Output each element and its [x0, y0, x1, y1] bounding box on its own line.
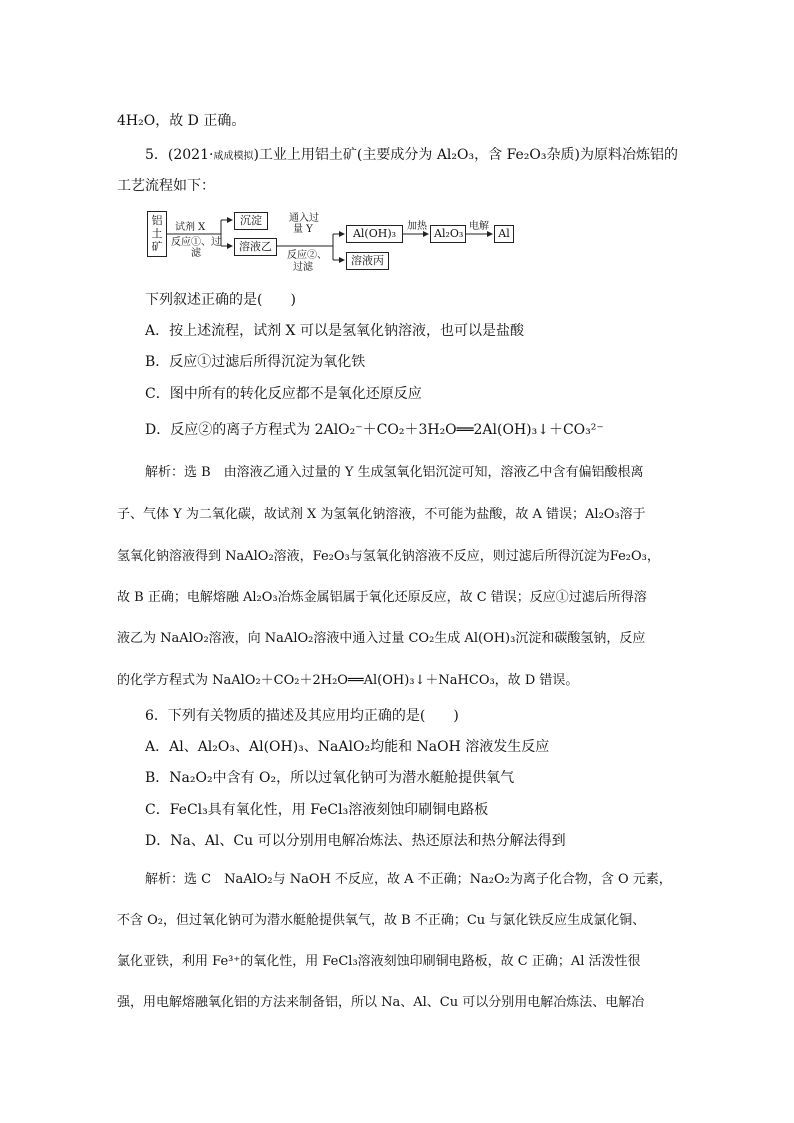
answer-6-line: 氯化亚铁，利用 Fe³⁺的氧化性，用 FeCl₃溶液刻蚀印刷铜电路板，故 C 正确；Al 活泼性很 — [117, 954, 641, 969]
source-label: 咸成模拟 — [213, 151, 254, 162]
option-a: A．Al、Al₂O₃、Al(OH)₃、NaAlO₂均能和 NaOH 溶液发生反应 — [145, 739, 550, 755]
option-c: C．FeCl₃具有氧化性，用 FeCl₃溶液刻蚀印刷铜电路板 — [145, 802, 489, 818]
option-b: B．Na₂O₂中含有 O₂，所以过氧化钠可为潜水艇舱提供氧气 — [145, 770, 515, 786]
aluminum-box: Al — [494, 225, 514, 243]
question-5-header — [145, 146, 678, 166]
option-c: C．图中所有的转化反应都不是氧化还原反应 — [145, 386, 422, 402]
option-b: B．反应①过滤后所得沉淀为氧化铁 — [145, 354, 366, 370]
answer-5-line: 解析：选 B 由溶液乙通入过量的 Y 生成氢氧化铝沉淀可知，溶液乙中含有偏铝酸根离 — [145, 465, 644, 480]
answer-5-line: 子、气体 Y 为二氧化碳，故试剂 X 为氢氧化钠溶液，不可能为盐酸，故 A 错误；Al₂O₃溶于 — [117, 507, 646, 522]
reaction-2-label-1: 反应②、 — [287, 250, 327, 261]
option-d: D．反应②的离子方程式为 2AlO₂⁻＋CO₂＋3H₂O══2Al(OH)₃↓＋CO₃²⁻ — [145, 422, 604, 438]
answer-5-line: 的化学方程式为 NaAlO₂＋CO₂＋2H₂O══Al(OH)₃↓＋NaHCO₃，故 D 错误。 — [117, 673, 579, 688]
reaction-2-label-2: 过滤 — [293, 262, 313, 273]
aluminum-hydroxide-box: Al(OH)₃ — [346, 225, 403, 243]
answer-6-line: 解析：选 C NaAlO₂与 NaOH 不反应，故 A 不正确；Na₂O₂为离子化合物，含 O 元素， — [145, 872, 672, 887]
precipitate-box: 沉淀 — [234, 212, 268, 230]
answer-5-line: 液乙为 NaAlO₂溶液，向 NaAlO₂溶液中通入过量 CO₂生成 Al(OH)₃沉淀和碳酸氢钠，反应 — [117, 631, 646, 646]
solution-c-box: 溶液丙 — [346, 252, 389, 270]
text-line: 4H₂O，故 D 正确。 — [117, 113, 246, 129]
answer-5-line: 氢氧化钠溶液得到 NaAlO₂溶液，Fe₂O₃与氢氧化钠溶液不反应，则过滤后所得沉淀为Fe₂O₃， — [117, 549, 660, 564]
answer-6-line: 不含 O₂，但过氧化钠可为潜水艇舱提供氧气，故 B 不正确；Cu 与氯化铁反应生成氯化铜、 — [117, 913, 646, 928]
question-5-prefix: 5．(2021· — [145, 147, 214, 163]
heat-label: 加热 — [407, 221, 427, 232]
bauxite-box: 铝土矿 — [147, 211, 167, 257]
alumina-box: Al₂O₃ — [430, 225, 466, 243]
process-flow-diagram — [145, 210, 510, 278]
pass-y-label-1: 通入过 — [289, 213, 319, 224]
reaction-1-label: 反应①、过滤 — [171, 237, 221, 259]
pass-y-label-2: 量 Y — [293, 224, 313, 235]
question-5-stem: 下列叙述正确的是( ) — [145, 292, 296, 308]
option-d: D．Na、Al、Cu 可以分别用电解冶炼法、热还原法和热分解法得到 — [145, 833, 566, 849]
electrolysis-label: 电解 — [469, 221, 489, 232]
question-5-text: )工业上用铝土矿(主要成分为 Al₂O₃，含 Fe₂O₃杂质)为原料冶炼铝的 — [253, 147, 678, 163]
answer-5-line: 故 B 正确；电解熔融 Al₂O₃冶炼金属铝属于氧化还原反应，故 C 错误；反应①过滤后所得溶 — [117, 590, 647, 605]
option-a: A．按上述流程，试剂 X 可以是氢氧化钠溶液，也可以是盐酸 — [145, 323, 524, 339]
question-6-stem: 6．下列有关物质的描述及其应用均正确的是( ) — [145, 708, 459, 724]
solution-b-box: 溶液乙 — [234, 238, 277, 256]
reagent-x-label: 试剂 X — [175, 222, 206, 233]
answer-6-line: 强，用电解熔融氧化铝的方法来制备铝，所以 Na、Al、Cu 可以分别用电解冶炼法、电解冶 — [117, 995, 645, 1010]
question-5-text-cont: 工艺流程如下： — [117, 178, 215, 194]
